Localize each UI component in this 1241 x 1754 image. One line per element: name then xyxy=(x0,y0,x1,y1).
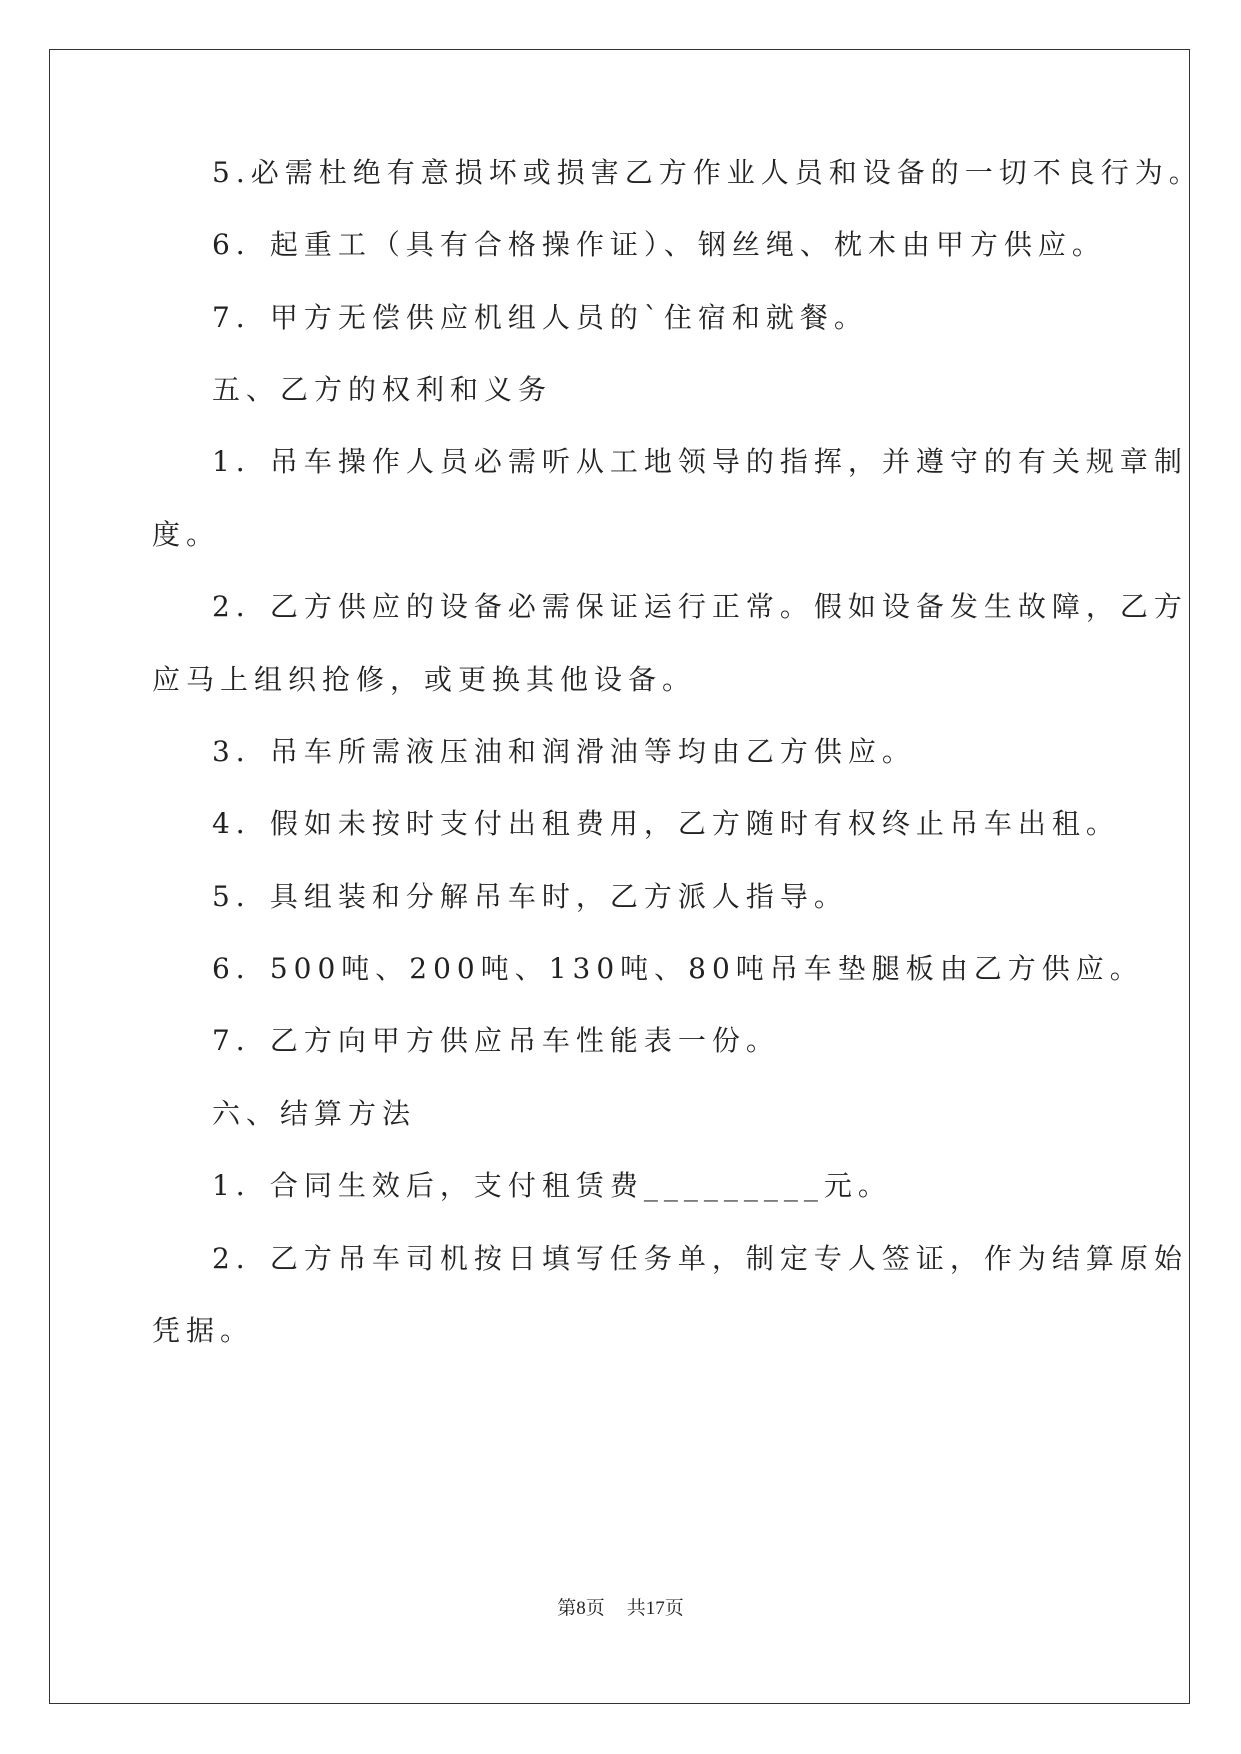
clause-a6: 6．起重工（具有合格操作证）、钢丝绳、枕木由甲方供应。 xyxy=(212,228,1106,261)
clause-b2-cont: 应马上组织抢修，或更换其他设备。 xyxy=(152,663,697,696)
page-number: 第8页 xyxy=(557,1598,605,1619)
clause-b1-cont: 度。 xyxy=(152,518,221,551)
clause-b6: 6．500吨、200吨、130吨、80吨吊车垫腿板由乙方供应。 xyxy=(212,952,1144,985)
clause-b2: 2．乙方供应的设备必需保证运行正常。假如设备发生故障，乙方 xyxy=(212,590,1188,623)
clause-b4: 4．假如未按时支付出租费用，乙方随时有权终止吊车出租。 xyxy=(212,807,1120,840)
clause-b5: 5．具组装和分解吊车时，乙方派人指导。 xyxy=(212,880,848,913)
clause-b7: 7．乙方向甲方供应吊车性能表一份。 xyxy=(212,1024,780,1057)
section-heading-5: 五、乙方的权利和义务 xyxy=(212,373,553,406)
clause-a5: 5.必需杜绝有意损坏或损害乙方作业人员和设备的一切不良行为。 xyxy=(212,156,1203,189)
clause-a7: 7．甲方无偿供应机组人员的`住宿和就餐。 xyxy=(212,301,868,334)
clause-b3: 3．吊车所需液压油和润滑油等均由乙方供应。 xyxy=(212,735,916,768)
clause-c1: 1．合同生效后，支付租赁费_________元。 xyxy=(212,1169,892,1202)
page-total: 共17页 xyxy=(626,1598,684,1619)
clause-c2-cont: 凭据。 xyxy=(152,1314,255,1347)
page-border xyxy=(49,49,1190,1704)
page-footer xyxy=(0,1597,1241,1621)
section-heading-6: 六、结算方法 xyxy=(212,1097,417,1130)
clause-b1: 1．吊车操作人员必需听从工地领导的指挥，并遵守的有关规章制 xyxy=(212,445,1188,478)
clause-c2: 2．乙方吊车司机按日填写任务单，制定专人签证，作为结算原始 xyxy=(212,1242,1188,1275)
